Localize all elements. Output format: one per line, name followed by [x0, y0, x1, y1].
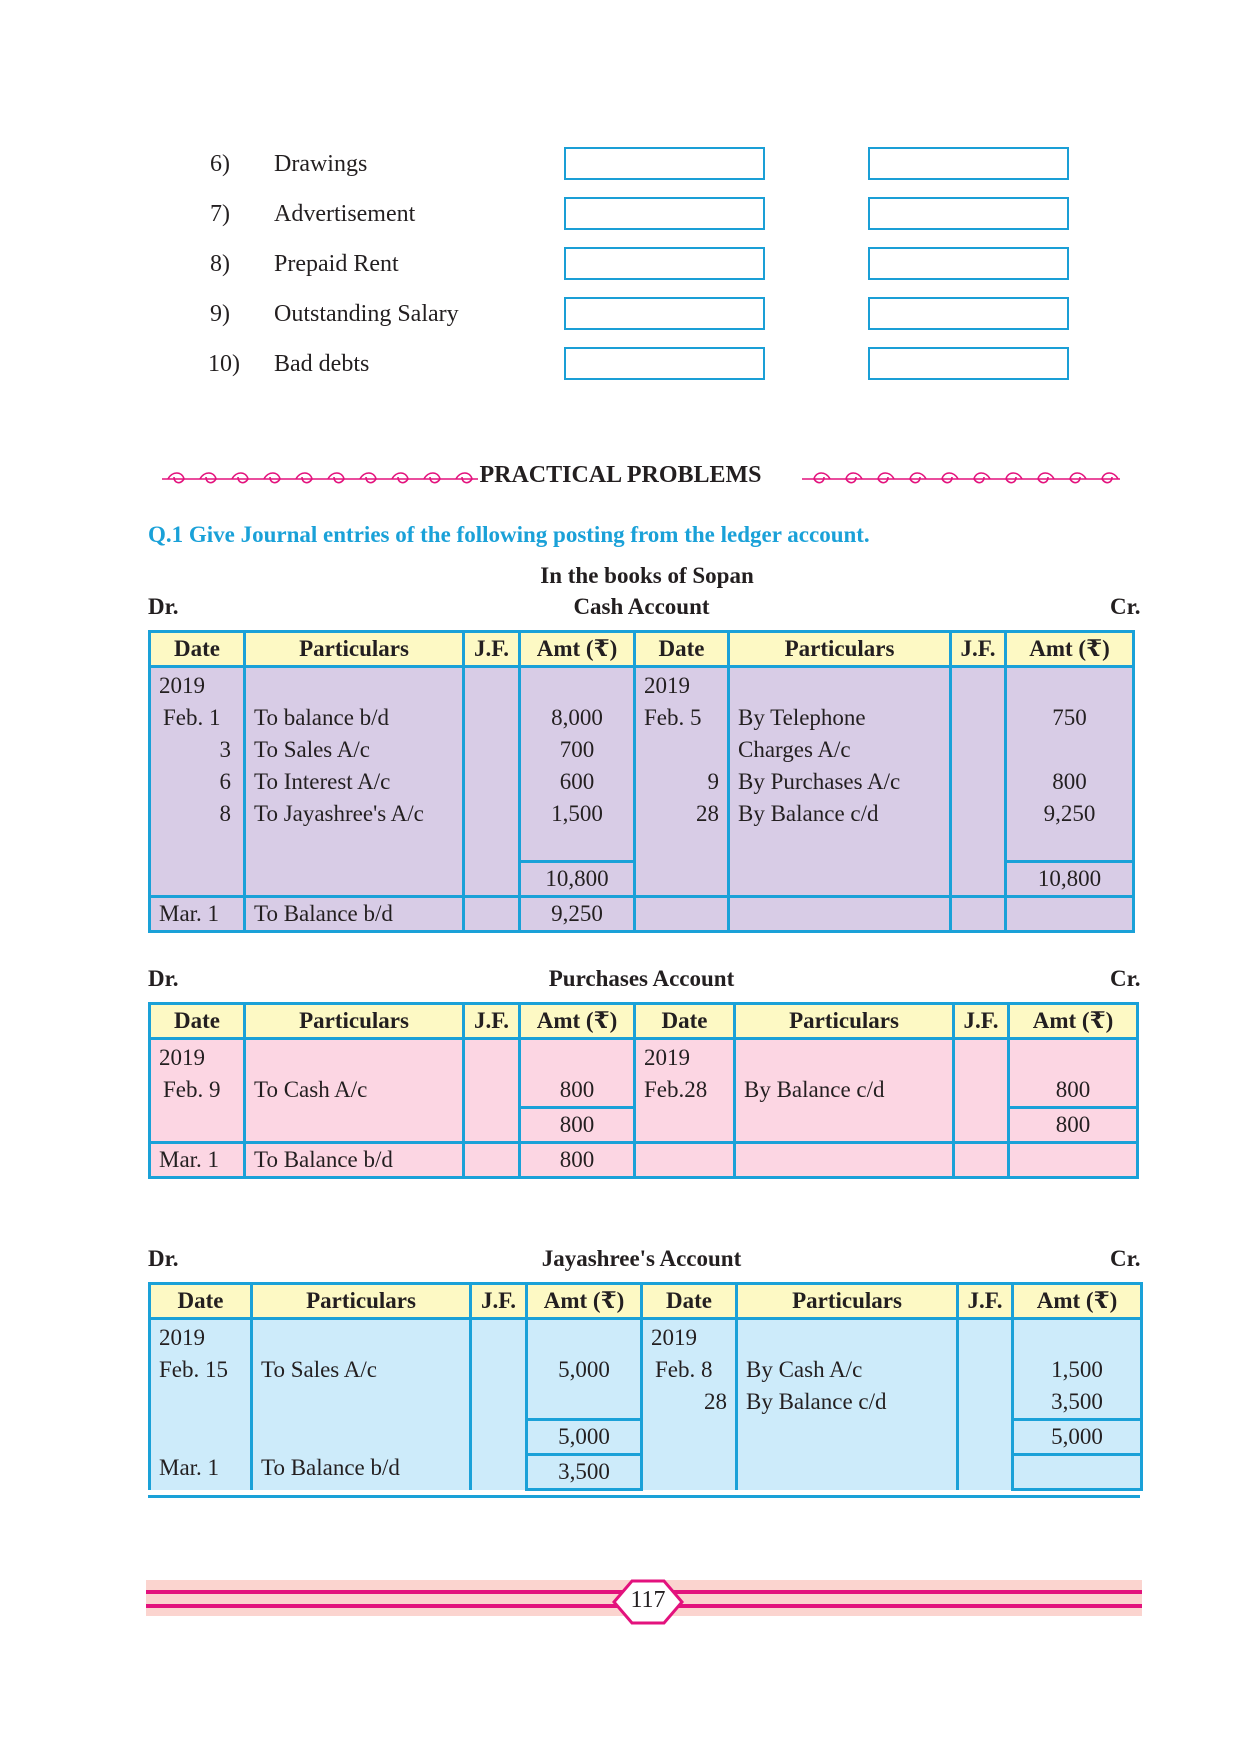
- header-jf: J.F.: [471, 1284, 527, 1319]
- date-cell: 9: [707, 769, 719, 794]
- total-cell: 10,800: [520, 862, 635, 897]
- answer-box[interactable]: [868, 347, 1069, 380]
- page-number: 117: [630, 1587, 666, 1613]
- particulars-cell: To balance b/d: [254, 705, 390, 730]
- header-jf: J.F.: [464, 1004, 520, 1039]
- total-cell: 10,800: [1006, 862, 1134, 897]
- particulars-cell: By Purchases A/c: [738, 769, 901, 794]
- header-amount: Amt (₹): [527, 1284, 642, 1319]
- item-number: 10): [208, 351, 240, 377]
- date-cell: Mar. 1: [150, 897, 245, 932]
- jf-cell: [951, 667, 1006, 897]
- particulars-cell: To Balance b/d: [245, 897, 464, 932]
- list-item: [0, 197, 1241, 233]
- date-cell: Mar. 1: [159, 1455, 220, 1480]
- particulars-cell: To Balance b/d: [261, 1455, 400, 1480]
- list-item: [0, 147, 1241, 183]
- amount-cell: 1,500: [1051, 1357, 1103, 1382]
- jf-cell: [958, 1319, 1013, 1490]
- amount-cell: 600: [559, 769, 595, 794]
- jf-cell: [464, 897, 520, 932]
- purchases-ledger-table: [148, 1002, 1139, 1179]
- total-cell: 800: [520, 1108, 635, 1143]
- jf-cell: [471, 1319, 527, 1490]
- header-amount: Amt (₹): [520, 1004, 635, 1039]
- jf-cell: [464, 1039, 520, 1143]
- dr-label: Dr.: [148, 1246, 179, 1271]
- date-cell: 2019: [159, 1325, 205, 1350]
- header-particulars: Particulars: [729, 632, 951, 667]
- amount-cell: 9,250: [520, 897, 635, 932]
- header-amount: Amt (₹): [1013, 1284, 1142, 1319]
- particulars-cell: To Sales A/c: [261, 1357, 377, 1382]
- header-date: Date: [150, 632, 245, 667]
- particulars-cell: Charges A/c: [738, 737, 851, 762]
- answer-box[interactable]: [564, 147, 765, 180]
- purchases-account-title: Purchases Account: [548, 966, 735, 991]
- answer-box[interactable]: [564, 247, 765, 280]
- header-particulars: Particulars: [252, 1284, 471, 1319]
- cash-ledger-table: [148, 630, 1135, 933]
- total-cell: 5,000: [1013, 1420, 1142, 1455]
- answer-box[interactable]: [868, 197, 1069, 230]
- header-jf: J.F.: [958, 1284, 1013, 1319]
- amount-cell: 800: [1055, 1077, 1091, 1102]
- header-date: Date: [150, 1004, 245, 1039]
- amount-cell: 800: [520, 1143, 635, 1178]
- jf-cell: [464, 1143, 520, 1178]
- dr-label: Dr.: [148, 594, 179, 619]
- amount-cell: 750: [1052, 705, 1087, 730]
- date-cell: 3: [219, 737, 231, 762]
- amount-cell: 3,500: [1051, 1389, 1103, 1414]
- header-amount: Amt (₹): [1006, 632, 1134, 667]
- jayashree-account-title: Jayashree's Account: [541, 1246, 742, 1271]
- answer-box[interactable]: [564, 197, 765, 230]
- header-date: Date: [642, 1284, 737, 1319]
- amount-cell: 5,000: [558, 1357, 610, 1382]
- list-item: [0, 347, 1241, 383]
- item-label: Bad debts: [274, 351, 370, 377]
- particulars-cell: By Balance c/d: [738, 801, 879, 826]
- jf-cell: [954, 1039, 1009, 1143]
- date-cell: Feb.28: [644, 1077, 708, 1102]
- date-cell: Feb. 15: [159, 1357, 228, 1382]
- answer-box[interactable]: [564, 347, 765, 380]
- particulars-cell: To Sales A/c: [254, 737, 370, 762]
- date-cell: Feb. 5: [644, 705, 702, 730]
- question-text: Q.1 Give Journal entries of the following posting from the ledger account.: [148, 522, 870, 547]
- particulars-cell: By Balance c/d: [746, 1389, 887, 1414]
- header-amount: Amt (₹): [1009, 1004, 1138, 1039]
- header-date: Date: [635, 632, 729, 667]
- item-number: 7): [210, 201, 230, 227]
- date-cell: 2019: [159, 1045, 205, 1070]
- jf-cell: [464, 667, 520, 897]
- total-cell: 800: [1009, 1108, 1138, 1143]
- amount-cell: 8,000: [551, 705, 603, 730]
- date-cell: 2019: [644, 673, 690, 698]
- particulars-cell: By Telephone: [738, 705, 866, 730]
- item-number: 9): [210, 301, 230, 327]
- particulars-cell: By Cash A/c: [746, 1357, 863, 1382]
- header-particulars: Particulars: [245, 632, 464, 667]
- jayashree-ledger-table: [148, 1282, 1143, 1491]
- item-label: Prepaid Rent: [274, 251, 399, 277]
- answer-box[interactable]: [564, 297, 765, 330]
- date-cell: 2019: [651, 1325, 697, 1350]
- amount-cell: 700: [559, 737, 595, 762]
- date-cell: Feb. 8: [655, 1357, 713, 1382]
- date-cell: 2019: [644, 1045, 690, 1070]
- header-particulars: Particulars: [245, 1004, 464, 1039]
- date-cell: 2019: [159, 673, 205, 698]
- header-particulars: Particulars: [737, 1284, 958, 1319]
- item-number: 6): [210, 151, 230, 177]
- dr-label: Dr.: [148, 966, 179, 991]
- particulars-cell: By Balance c/d: [744, 1077, 885, 1102]
- header-jf: J.F.: [464, 632, 520, 667]
- header-date: Date: [150, 1284, 252, 1319]
- header-jf: J.F.: [954, 1004, 1009, 1039]
- particulars-cell: To Interest A/c: [254, 769, 391, 794]
- books-title: In the books of Sopan: [540, 563, 754, 588]
- particulars-cell: To Jayashree's A/c: [254, 801, 424, 826]
- item-label: Drawings: [274, 151, 368, 177]
- date-cell: 28: [704, 1389, 727, 1414]
- cr-label: Cr.: [1110, 1246, 1141, 1271]
- date-cell: 28: [696, 801, 719, 826]
- list-item: [0, 297, 1241, 333]
- header-particulars: Particulars: [735, 1004, 954, 1039]
- list-item: [0, 247, 1241, 283]
- item-number: 8): [210, 251, 230, 277]
- date-cell: Feb. 9: [163, 1077, 221, 1102]
- cr-label: Cr.: [1110, 966, 1141, 991]
- date-cell: 8: [219, 801, 231, 826]
- date-cell: Mar. 1: [150, 1143, 245, 1178]
- answer-box[interactable]: [868, 247, 1069, 280]
- date-cell: 6: [219, 769, 231, 794]
- amount-cell: 800: [559, 1077, 595, 1102]
- table-bottom-border: [148, 1495, 1140, 1498]
- header-amount: Amt (₹): [520, 632, 635, 667]
- item-label: Outstanding Salary: [274, 301, 459, 327]
- date-cell: Feb. 1: [163, 705, 221, 730]
- total-cell: 5,000: [527, 1420, 642, 1455]
- particulars-cell: To Cash A/c: [254, 1077, 368, 1102]
- header-jf: J.F.: [951, 632, 1006, 667]
- section-title: PRACTICAL PROBLEMS: [479, 462, 762, 488]
- particulars-cell: To Balance b/d: [245, 1143, 464, 1178]
- answer-box[interactable]: [868, 297, 1069, 330]
- cash-account-title: Cash Account: [573, 594, 710, 619]
- amount-cell: 9,250: [1043, 801, 1096, 826]
- header-date: Date: [635, 1004, 735, 1039]
- cr-label: Cr.: [1110, 594, 1141, 619]
- amount-cell: 3,500: [527, 1455, 642, 1490]
- amount-cell: 800: [1052, 769, 1087, 794]
- right-ornament-icon: [800, 467, 1122, 491]
- item-label: Advertisement: [274, 201, 416, 227]
- answer-box[interactable]: [868, 147, 1069, 180]
- amount-cell: 1,500: [551, 801, 603, 826]
